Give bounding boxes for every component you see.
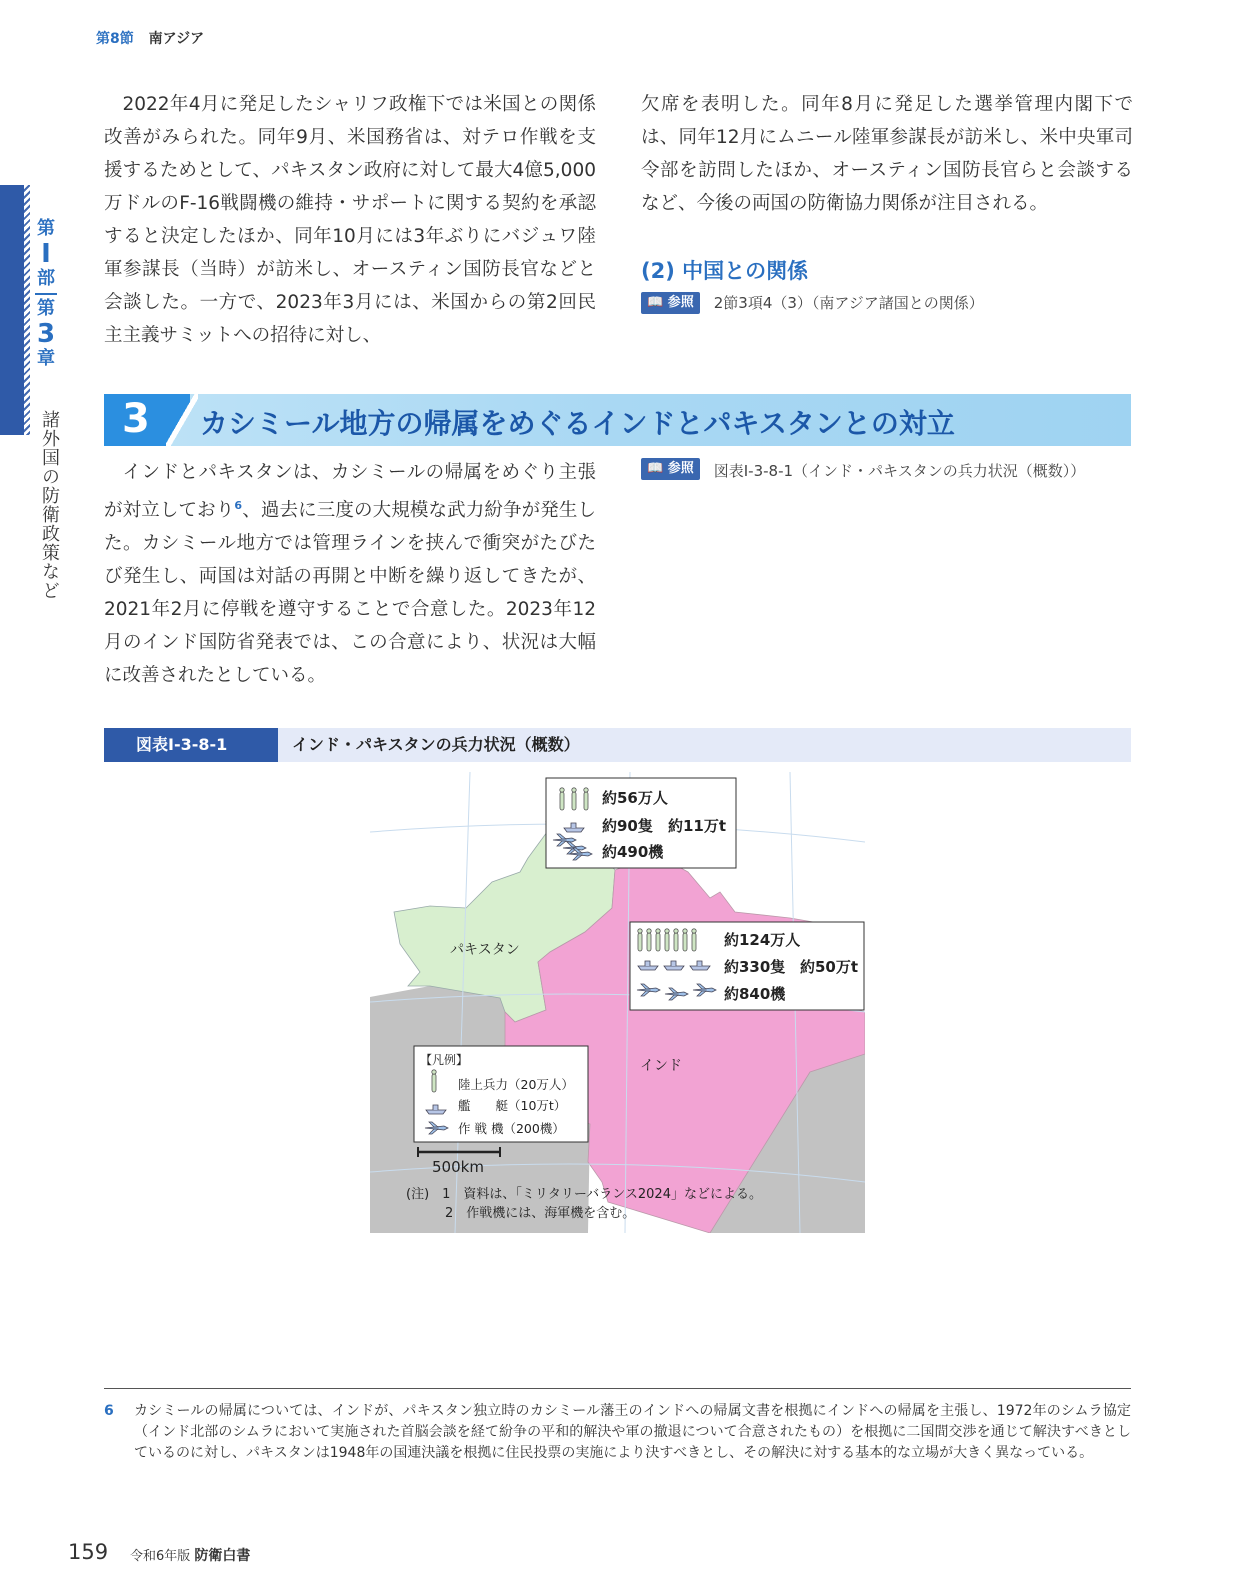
force-map [370, 772, 865, 1233]
paragraph-right-1: 欠席を表明した。同年8月に発足した選挙管理内閣下では、同年12月にムニール陸軍参謀長が訪米し、米中央軍司令部を訪問したほか、オースティン国防長官らと会談するなど、今後の両国の防衛協力関係が注目される。 [641, 94, 1133, 214]
paragraph-left-1: 2022年4月に発足したシャリフ政権下では米国との関係改善がみられた。同年9月、米国務省は、対テロ作戦を支援するためとして、パキスタン政府に対して最大4億5,000万ドルのF-16戦闘機の維持・サポートに関する契約を承認すると決定したほか、同年10月には3年ぶりにバジュワ陸軍参謀長（当時）が訪米し、オースティン国防長官などと会談した。一方で、2023年3月には、米国からの第2回民主主義サミットへの招待に対し、 [104, 94, 596, 346]
india-army: 約124万人 [724, 931, 801, 949]
footnote-text: カシミールの帰属については、インドが、パキスタン独立時のカシミール藩王のインドへの帰属文書を根拠にインドへの帰属を主張し、1972年のシムラ協定（インド北部のシムラにおいて実施された首脳会談を経て紛争の平和的解決や軍の撤退について合意されたもの）を根拠に二国間交渉を通じて解決すべきとしているのに対し、パキスタンは1948年の国連決議を根拠に住民投票の実施により決すべきとし、その解決に対する基本的な立場が大きく異なっている。 [134, 1403, 1131, 1461]
part-prefix: 第 [37, 218, 55, 239]
reference-text: 2節3項4（3）（南アジア諸国との関係） [713, 294, 984, 312]
india-label: インド [640, 1058, 682, 1074]
india-ships: 約330隻 [724, 958, 786, 976]
footnote-divider [104, 1388, 1131, 1389]
legend-box [414, 1046, 588, 1142]
part-suffix: 部 [37, 268, 55, 289]
side-tab-bar [0, 185, 24, 435]
pakistan-force-box [546, 778, 736, 868]
chapter-title-vertical: 諸外国の防衛政策など [39, 410, 60, 600]
page-number: 159 [68, 1540, 109, 1564]
chapter-number: 3 [36, 319, 56, 349]
pakistan-label: パキスタン [450, 942, 520, 958]
pakistan-tons: 約11万t [668, 817, 727, 835]
reference-china[interactable] [641, 292, 1133, 314]
figure-title: インド・パキスタンの兵力状況（概数） [292, 735, 580, 754]
side-tab [0, 185, 62, 435]
book-icon: 📖 [647, 295, 664, 310]
map-note-1: (注) 1 資料は、「ミリタリーバランス2024」などによる。 [406, 1187, 762, 1202]
reference-figure[interactable] [641, 458, 1133, 484]
banner-slash [166, 394, 198, 446]
part-number: I [41, 239, 51, 269]
reference-label: 参照 [667, 295, 694, 310]
section-banner [104, 394, 1131, 446]
pakistan-army: 約56万人 [602, 789, 668, 807]
footnote-number: 6 [104, 1403, 114, 1419]
paragraph-kashmir [104, 456, 596, 692]
book-icon: 📖 [647, 461, 664, 476]
map-note-2: 2 作戦機には、海軍機を含む。 [406, 1206, 636, 1221]
section-name: 南アジア [148, 31, 205, 47]
side-tab-divider [35, 293, 57, 295]
india-tons: 約50万t [800, 958, 859, 976]
figure-id: 図表Ⅰ-3-8-1 [104, 728, 278, 762]
subsection-heading: (2) 中国との関係 [641, 259, 809, 283]
book-name: 防衛白書 [194, 1548, 251, 1564]
chapter-suffix: 章 [37, 348, 55, 369]
figure-header [104, 728, 1131, 762]
india-force-box [630, 922, 864, 1010]
reference-text: 図表Ⅰ-3-8-1（インド・パキスタンの兵力状況（概数）） [713, 462, 1086, 480]
footnote-ref[interactable]: 6 [234, 499, 243, 512]
section-number-badge: 3 [122, 396, 150, 442]
scale-label: 500km [432, 1158, 484, 1176]
book-era: 令和6年版 [130, 1549, 191, 1564]
legend-air: 作 戦 機（200機） [458, 1121, 565, 1136]
chapter-prefix: 第 [37, 298, 55, 319]
section-number: 第8節 [96, 31, 134, 47]
page-header [96, 28, 204, 48]
side-tab-part-chapter [33, 219, 59, 369]
pakistan-aircraft: 約490機 [602, 843, 664, 861]
reference-label: 参照 [667, 461, 694, 476]
india-aircraft: 約840機 [724, 985, 786, 1003]
legend-army: 陸上兵力（20万人） [458, 1077, 574, 1092]
section-title: カシミール地方の帰属をめぐるインドとパキスタンとの対立 [200, 407, 955, 440]
legend-title: 【凡例】 [420, 1053, 469, 1067]
legend-navy: 艦 艇（10万t） [458, 1098, 567, 1113]
reference-badge [641, 458, 700, 480]
book-title [130, 1545, 250, 1565]
pakistan-ships: 約90隻 [602, 817, 653, 835]
paragraph-kashmir-part2: 、過去に三度の大規模な武力紛争が発生した。カシミール地方では管理ラインを挟んで衝突がたびたび発生し、両国は対話の再開と中断を繰り返してきたが、2021年2月に停戦を遵守することで合意した。2023年12月のインド国防省発表では、この合意により、状況は大幅に改善されたとしている。 [104, 500, 596, 687]
reference-badge [641, 292, 700, 314]
paragraph-kashmir-part1: インドとパキスタンは、カシミールの帰属をめぐり主張が対立しており [104, 462, 596, 522]
